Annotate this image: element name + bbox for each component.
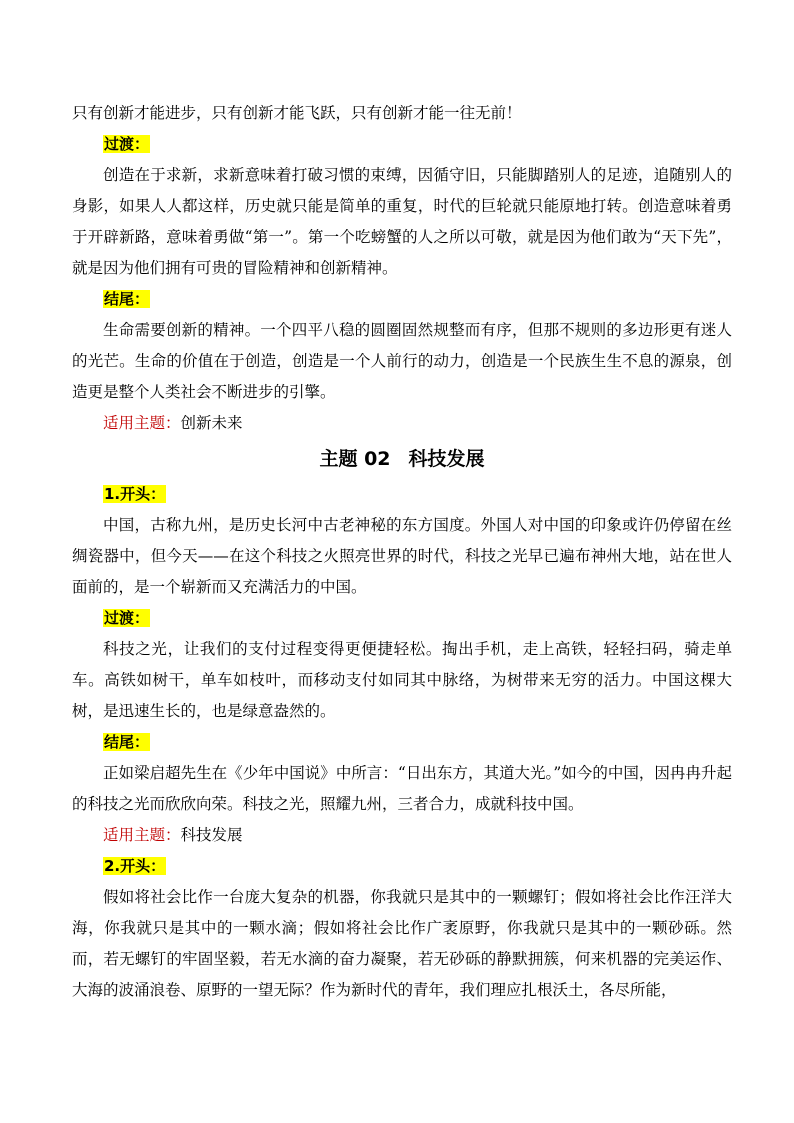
applicable-theme-line-2 [103,820,732,851]
theme-value-2: 科技发展 [180,826,243,844]
highlighted-label-transition-2: 过渡： [104,609,150,627]
paragraph-opening-1: 中国，古称九州，是历史长河中古老神秘的东方国度。外国人对中国的印象或许仍停留在丝绸瓷器中，但今天——在这个科技之火照亮世界的时代，科技之光早已遍布神州大地，站在世人面前的，是一个崭新而又充满活力的中国。 [72,516,732,596]
highlighted-label-opening-2: 2.开头： [104,857,166,875]
theme-label-2: 适用主题： [103,826,181,844]
paragraph-opening-2: 假如将社会比作一台庞大复杂的机器，你我就只是其中的一颗螺钉；假如将社会比作汪洋大海，你我就只是其中的一颗水滴；假如将社会比作广袤原野，你我就只是其中的一颗砂砾。然而，若无螺钉的牢固坚毅，若无水滴的奋力凝聚，若无砂砾的静默拥簇，何来机器的完美运作、大海的波涌浪卷、原野的一望无际？作为新时代的青年，我们理应扎根沃土，各尽所能， [72,888,732,999]
paragraph-innovation-closing: 只有创新才能进步，只有创新才能飞跃，只有创新才能一往无前！ [72,104,522,122]
highlighted-label-ending-2: 结尾： [104,733,150,751]
highlighted-label-opening-1: 1.开头： [104,485,166,503]
paragraph-ending-2: 正如梁启超先生在《少年中国说》中所言：“日出东方，其道大光。”如今的中国，因冉冉升起的科技之光而欣欣向荣。科技之光，照耀九州，三者合力，成就科技中国。 [72,764,732,813]
paragraph-transition: 创造在于求新，求新意味着打破习惯的束缚，因循守旧，只能脚踏别人的足迹，追随别人的身影，如果人人都这样，历史就只能是简单的重复，时代的巨轮就只能原地打转。创造意味着勇于开辟新路，意味着勇做“第一”。第一个吃螃蟹的人之所以可敬，就是因为他们敢为“天下先”，就是因为他们拥有可贵的冒险精神和创新精神。 [72,166,732,277]
theme-value: 创新未来 [180,414,243,432]
transition-label-line-2 [103,603,732,634]
document-content [72,98,732,1006]
applicable-theme-line [103,408,732,439]
highlighted-label-ending: 结尾： [104,290,150,308]
opening-label-line-2 [103,851,732,882]
paragraph-ending: 生命需要创新的精神。一个四平八稳的圆圈固然规整而有序，但那不规则的多边形更有迷人的光芒。生命的价值在于创造，创造是一个人前行的动力，创造是一个民族生生不息的源泉，创造更是整个人类社会不断进步的引擎。 [72,321,732,401]
ending-label-line-2 [103,727,732,758]
ending-label-line [103,284,732,315]
highlighted-label-transition: 过渡： [104,135,150,153]
opening-label-line-1 [103,479,732,510]
transition-label-line [103,129,732,160]
theme-label: 适用主题： [103,414,181,432]
paragraph-transition-2: 科技之光，让我们的支付过程变得更便捷轻松。掏出手机，走上高铁，轻轻扫码，骑走单车。高铁如树干，单车如枝叶，而移动支付如同其中脉络，为树带来无穷的活力。中国这棵大树，是迅速生长的，也是绿意盎然的。 [72,640,732,720]
heading-title: 科技发展 [408,448,485,470]
heading-number: 主题 02 [319,448,391,470]
section-heading [72,443,732,475]
